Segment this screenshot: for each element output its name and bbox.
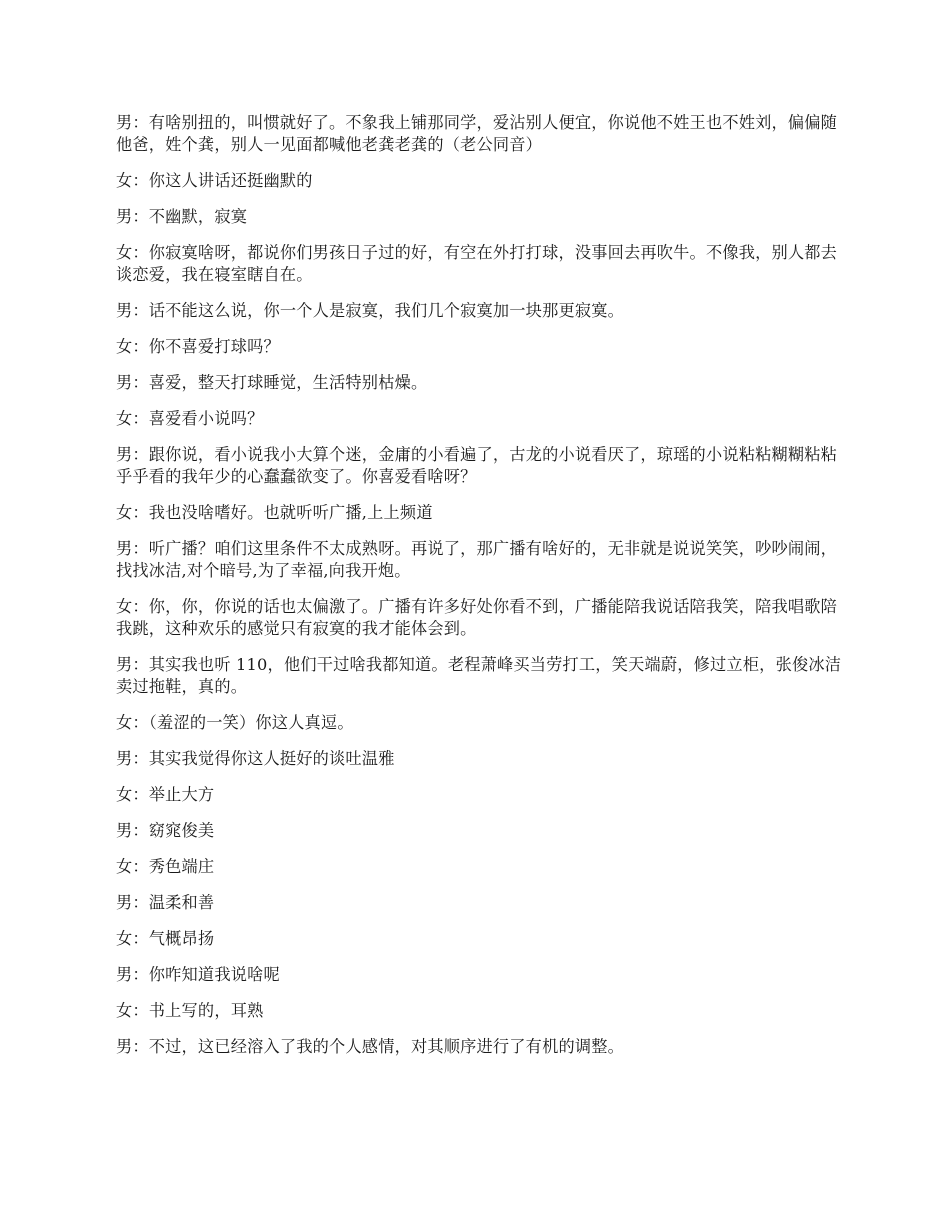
- dialogue-line: 男：你咋知道我说啥呢: [116, 965, 280, 984]
- dialogue-line: 女：喜爱看小说吗？: [116, 409, 264, 428]
- dialogue-line: 女：你，你，你说的话也太偏激了。广播有许多好处你看不到，广播能陪我说话陪我笑，陪我唱歌陪我跳，这种欢乐的感觉只有寂寞的我才能体会到。: [116, 597, 838, 638]
- dialogue-line: 男：温柔和善: [116, 893, 215, 912]
- dialogue-line: 女：你寂寞啥呀，都说你们男孩日子过的好，有空在外打打球，没事回去再吹牛。不像我，别人都去谈恋爱，我在寝室瞎自在。: [116, 243, 838, 284]
- dialogue-line: 男：听广播？咱们这里条件不太成熟呀。再说了，那广播有啥好的，无非就是说说笑笑，吵吵闹闹，找找冰洁,对个暗号,为了幸福,向我开炮。: [116, 539, 838, 580]
- dialogue-line: 女：我也没啥嗜好。也就听听广播,上上频道: [116, 503, 433, 522]
- dialogue-line: 男：其实我也听 110，他们干过啥我都知道。老程萧峰买当劳打工，笑天端蔚，修过立柜，张俊冰洁卖过拖鞋，真的。: [116, 655, 842, 696]
- dialogue-line: 女：你不喜爱打球吗？: [116, 337, 280, 356]
- dialogue-body: [116, 112, 846, 1072]
- dialogue-line: 女：气概昂扬: [116, 929, 215, 948]
- dialogue-line: 男：不幽默，寂寞: [116, 207, 248, 226]
- dialogue-line: 男：不过，这已经溶入了我的个人感情，对其顺序进行了有机的调整。: [116, 1037, 625, 1056]
- dialogue-line: 女：举止大方: [116, 785, 215, 804]
- dialogue-line: 男：窈窕俊美: [116, 821, 215, 840]
- dialogue-line: 女：书上写的，耳熟: [116, 1001, 264, 1020]
- dialogue-line: 男：话不能这么说，你一个人是寂寞，我们几个寂寞加一块那更寂寞。: [116, 301, 625, 320]
- dialogue-line: 男：跟你说，看小说我小大算个迷，金庸的小看遍了，古龙的小说看厌了，琼瑶的小说粘粘糊糊粘粘乎乎看的我年少的心蠢蠢欲变了。你喜爱看啥呀？: [116, 445, 838, 486]
- dialogue-line: 男：喜爱，整天打球睡觉，生活特别枯燥。: [116, 373, 428, 392]
- dialogue-line: 女：秀色端庄: [116, 857, 215, 876]
- dialogue-line: 女：（羞涩的一笑）你这人真逗。: [116, 713, 354, 732]
- dialogue-line: 男：有啥别扭的，叫惯就好了。不象我上铺那同学，爱沾别人便宜，你说他不姓王也不姓刘，偏偏随他爸，姓个龚，别人一见面都喊他老龚老龚的（老公同音）: [116, 113, 838, 154]
- dialogue-line: 男：其实我觉得你这人挺好的谈吐温雅: [116, 749, 395, 768]
- dialogue-line: 女：你这人讲话还挺幽默的: [116, 171, 313, 190]
